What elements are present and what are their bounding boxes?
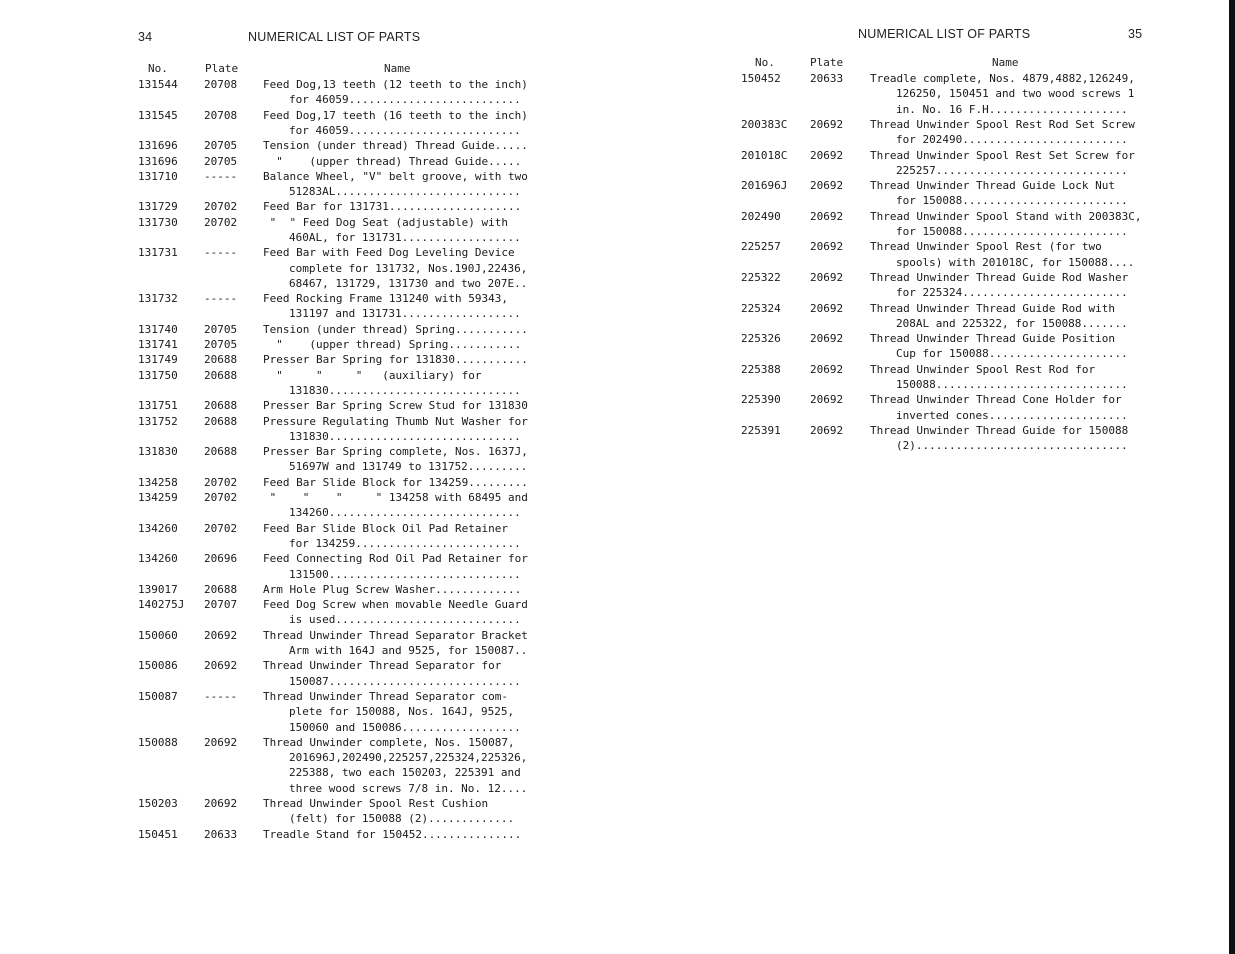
plate-number: 20692	[810, 148, 844, 162]
part-number: 131751	[138, 399, 178, 413]
plate-number: 20688	[204, 582, 238, 596]
plate-number: 20705	[204, 139, 238, 153]
part-name	[870, 392, 1128, 423]
part-name	[263, 735, 527, 796]
part-name-line: 460AL, for 131731..................	[289, 230, 521, 244]
plate-number: 20705	[204, 322, 238, 336]
part-name-line: for 46059..........................	[289, 93, 521, 107]
part-number: 131710	[138, 169, 178, 183]
part-name	[870, 362, 1128, 393]
part-name-line: Feed Rocking Frame 131240 with 59343,	[263, 292, 509, 306]
part-name	[263, 398, 528, 413]
part-name-line: 131830.............................	[289, 383, 521, 397]
part-name-line: Tension (under thread) Spring...........	[263, 322, 528, 336]
plate-number: 20702	[204, 475, 238, 489]
part-number: 150086	[138, 659, 178, 673]
part-number: 225326	[741, 332, 781, 346]
part-name-line: for 225324.........................	[896, 286, 1128, 300]
part-name	[263, 796, 514, 827]
part-name-line: three wood screws 7/8 in. No. 12....	[289, 781, 528, 795]
page-title: NUMERICAL LIST OF PARTS	[858, 27, 1031, 41]
part-name-line: Thread Unwinder Spool Rest Cushion	[263, 797, 489, 811]
part-name	[263, 551, 528, 582]
part-name-line: inverted cones.....................	[896, 408, 1128, 422]
part-name-line: for 46059..........................	[289, 123, 521, 137]
part-name	[870, 423, 1128, 454]
part-number: 140275J	[138, 598, 185, 612]
part-number: 131750	[138, 368, 178, 382]
part-number: 150452	[741, 72, 781, 85]
part-number: 131544	[138, 78, 178, 91]
part-name	[263, 337, 521, 352]
part-name	[870, 239, 1134, 270]
part-name	[870, 178, 1128, 209]
part-number: 131696	[138, 139, 178, 153]
part-number: 131732	[138, 292, 178, 306]
part-number: 131741	[138, 338, 178, 352]
part-number: 131730	[138, 215, 178, 229]
part-name-line: 134260.............................	[289, 506, 521, 520]
part-name	[263, 689, 521, 735]
part-name	[870, 117, 1135, 148]
part-name	[263, 658, 521, 689]
part-name	[870, 301, 1128, 332]
part-name	[263, 490, 528, 521]
plate-number: 20692	[810, 423, 844, 437]
part-name	[263, 108, 528, 139]
part-name-line: Feed Bar Slide Block for 134259.........	[263, 475, 528, 489]
part-number: 134260	[138, 552, 178, 566]
part-number: 225391	[741, 423, 781, 437]
part-name-line: plete for 150088, Nos. 164J, 9525,	[289, 705, 515, 719]
part-name-line: Tension (under thread) Thread Guide.....	[263, 139, 528, 153]
part-name-line: " " Feed Dog Seat (adjustable) with	[263, 215, 509, 229]
part-number: 225390	[741, 393, 781, 407]
plate-number: -----	[204, 169, 238, 183]
part-name-line: 126250, 150451 and two wood screws 1	[896, 87, 1135, 101]
part-name-line: Thread Unwinder Thread Guide Rod Washer	[870, 270, 1129, 284]
part-name-line: 68467, 131729, 131730 and two 207E..	[289, 276, 528, 290]
column-header-no: No.	[148, 62, 168, 75]
part-number: 131696	[138, 154, 178, 168]
plate-number: 20702	[204, 491, 238, 505]
part-name-line: Feed Dog,13 teeth (12 teeth to the inch)	[263, 78, 528, 91]
part-number: 202490	[741, 209, 781, 223]
page-title: NUMERICAL LIST OF PARTS	[248, 30, 421, 44]
part-name-line: Thread Unwinder Thread Separator com-	[263, 690, 509, 703]
part-name-line: Thread Unwinder Thread Separator Bracket	[263, 628, 528, 642]
part-name-line: Thread Unwinder Spool Rest Set Screw for	[870, 148, 1135, 162]
plate-number: -----	[204, 690, 238, 703]
part-name-line: Treadle complete, Nos. 4879,4882,126249,	[870, 72, 1135, 85]
plate-number: 20688	[204, 368, 238, 382]
plate-number: 20692	[810, 270, 844, 284]
plate-number: -----	[204, 292, 238, 306]
part-name	[263, 597, 528, 628]
part-name-line: (2)................................	[896, 439, 1128, 453]
plate-number: 20692	[810, 179, 844, 193]
part-name-line: Thread Unwinder complete, Nos. 150087,	[263, 735, 515, 749]
part-name-line: Feed Bar with Feed Dog Leveling Device	[263, 246, 515, 260]
part-name-line: Presser Bar Spring complete, Nos. 1637J,	[263, 445, 528, 459]
part-name-line: Cup for 150088.....................	[896, 347, 1128, 361]
scan-edge-bar	[1229, 0, 1235, 954]
part-name-line: Thread Unwinder Thread Guide Rod with	[870, 301, 1116, 315]
part-name	[263, 154, 521, 169]
part-number: 131740	[138, 322, 178, 336]
plate-number: 20696	[204, 552, 238, 566]
part-name-line: Thread Unwinder Spool Rest (for two	[870, 240, 1102, 254]
plate-number: 20702	[204, 215, 238, 229]
part-name	[263, 352, 528, 367]
plate-number: 20692	[810, 362, 844, 376]
part-name-line: Feed Dog Screw when movable Needle Guard	[263, 598, 528, 612]
part-name-line: Feed Bar Slide Block Oil Pad Retainer	[263, 521, 509, 535]
column-header-name: Name	[384, 62, 411, 75]
part-name	[263, 521, 521, 552]
plate-number: 20692	[204, 659, 238, 673]
column-header-no: No.	[755, 56, 775, 69]
part-name-line: Arm with 164J and 9525, for 150087..	[289, 644, 528, 658]
part-name	[263, 215, 521, 246]
part-name-line: Balance Wheel, "V" belt groove, with two	[263, 169, 528, 183]
plate-number: -----	[204, 246, 238, 260]
part-number: 150203	[138, 797, 178, 811]
part-number: 225324	[741, 301, 781, 315]
part-name	[263, 827, 521, 842]
part-name-line: 208AL and 225322, for 150088.......	[896, 316, 1128, 330]
part-number: 131752	[138, 414, 178, 428]
part-name-line: " (upper thread) Spring...........	[263, 338, 522, 352]
plate-number: 20705	[204, 154, 238, 168]
plate-number: 20692	[204, 735, 238, 749]
plate-number: 20692	[810, 301, 844, 315]
part-name-line: Thread Unwinder Spool Rest Rod for	[870, 362, 1096, 376]
page-number: 34	[138, 30, 153, 44]
plate-number: 20633	[810, 72, 844, 85]
plate-number: 20692	[204, 797, 238, 811]
part-name-line: 51697W and 131749 to 131752.........	[289, 460, 528, 474]
part-name-line: Feed Dog,17 teeth (16 teeth to the inch)	[263, 108, 528, 122]
part-name-line: Thread Unwinder Thread Guide Lock Nut	[870, 179, 1116, 193]
part-number: 131729	[138, 200, 178, 214]
part-name	[870, 331, 1128, 362]
part-name-line: Thread Unwinder Spool Stand with 200383C,	[870, 209, 1142, 223]
column-header-plate: Plate	[205, 62, 239, 75]
plate-number: 20708	[204, 78, 238, 91]
part-number: 150088	[138, 735, 178, 749]
part-name	[870, 209, 1142, 240]
plate-number: 20688	[204, 414, 238, 428]
part-number: 200383C	[741, 117, 788, 131]
plate-number: 20633	[204, 827, 238, 841]
part-name-line: Arm Hole Plug Screw Washer.............	[263, 582, 522, 596]
part-number: 134259	[138, 491, 178, 505]
column-header-plate: Plate	[810, 56, 844, 69]
plate-number: 20702	[204, 200, 238, 214]
part-name	[870, 270, 1128, 301]
part-name-line: Thread Unwinder Spool Rest Rod Set Screw	[870, 117, 1135, 131]
part-name-line: complete for 131732, Nos.190J,22436,	[289, 261, 528, 275]
part-number: 225257	[741, 240, 781, 254]
part-name-line: Feed Connecting Rod Oil Pad Retainer for	[263, 552, 528, 566]
part-name	[263, 169, 528, 200]
part-name	[263, 475, 528, 490]
plate-number: 20705	[204, 338, 238, 352]
part-name-line: 225257.............................	[896, 163, 1128, 177]
part-name-line: 150088.............................	[896, 377, 1128, 391]
plate-number: 20692	[810, 117, 844, 131]
part-name-line: in. No. 16 F.H.....................	[896, 102, 1128, 116]
part-name	[870, 71, 1135, 117]
part-number: 150087	[138, 690, 178, 703]
part-name-line: for 134259.........................	[289, 536, 521, 550]
part-number: 131830	[138, 445, 178, 459]
part-name-line: 201696J,202490,225257,225324,225326,	[289, 751, 528, 765]
part-number: 134260	[138, 521, 178, 535]
part-number: 225322	[741, 270, 781, 284]
plate-number: 20692	[810, 240, 844, 254]
part-number: 134258	[138, 475, 178, 489]
part-name	[263, 368, 521, 399]
plate-number: 20692	[204, 628, 238, 642]
plate-number: 20688	[204, 445, 238, 459]
part-name	[263, 291, 521, 322]
part-name-line: Pressure Regulating Thumb Nut Washer for	[263, 414, 528, 428]
part-name-line: 150060 and 150086..................	[289, 720, 521, 734]
part-name-line: Presser Bar Spring for 131830...........	[263, 353, 528, 367]
part-name-line: " (upper thread) Thread Guide.....	[263, 154, 522, 168]
part-name	[263, 138, 528, 153]
plate-number: 20707	[204, 598, 238, 612]
part-name	[870, 148, 1135, 179]
part-name-line: 150087.............................	[289, 674, 521, 688]
plate-number: 20692	[810, 209, 844, 223]
part-name-line: for 202490.........................	[896, 133, 1128, 147]
plate-number: 20688	[204, 353, 238, 367]
part-number: 131545	[138, 108, 178, 122]
plate-number: 20692	[810, 393, 844, 407]
part-name-line: (felt) for 150088 (2).............	[289, 812, 515, 826]
part-name-line: Treadle Stand for 150452...............	[263, 827, 522, 841]
part-name-line: Thread Unwinder Thread Guide for 150088	[870, 423, 1129, 437]
plate-number: 20708	[204, 108, 238, 122]
part-name	[263, 322, 528, 337]
part-name-line: Thread Unwinder Thread Cone Holder for	[870, 393, 1122, 407]
part-name-line: 225388, two each 150203, 225391 and	[289, 766, 521, 780]
page-number: 35	[1128, 27, 1143, 41]
part-name-line: Feed Bar for 131731....................	[263, 200, 522, 214]
part-name-line: Thread Unwinder Thread Separator for	[263, 659, 502, 673]
part-name-line: 131500.............................	[289, 567, 521, 581]
plate-number: 20692	[810, 332, 844, 346]
part-name-line: 131197 and 131731..................	[289, 307, 521, 321]
column-header-name: Name	[992, 56, 1019, 69]
part-name-line: for 150088.........................	[896, 194, 1128, 208]
part-name-line: 131830.............................	[289, 429, 521, 443]
part-name	[263, 199, 521, 214]
part-name-line: " " " " 134258 with 68495 and	[263, 491, 528, 505]
part-number: 201696J	[741, 179, 788, 193]
part-number: 150060	[138, 628, 178, 642]
part-name	[263, 444, 528, 475]
part-name-line: for 150088.........................	[896, 224, 1128, 238]
part-number: 201018C	[741, 148, 788, 162]
part-number: 139017	[138, 582, 178, 596]
part-number: 131731	[138, 246, 178, 260]
part-number: 225388	[741, 362, 781, 376]
part-name	[263, 582, 521, 597]
plate-number: 20702	[204, 521, 238, 535]
part-name-line: 51283AL............................	[289, 185, 521, 199]
part-name	[263, 628, 528, 659]
part-name-line: " " " (auxiliary) for	[263, 368, 482, 382]
part-name	[263, 245, 527, 291]
part-number: 150451	[138, 827, 178, 841]
plate-number: 20688	[204, 399, 238, 413]
part-name	[263, 414, 528, 445]
part-name-line: spools) with 201018C, for 150088....	[896, 255, 1135, 269]
part-name-line: is used............................	[289, 613, 521, 627]
part-name-line: Presser Bar Spring Screw Stud for 131830	[263, 399, 528, 413]
part-number: 131749	[138, 353, 178, 367]
part-name	[263, 77, 528, 108]
part-name-line: Thread Unwinder Thread Guide Position	[870, 332, 1116, 346]
